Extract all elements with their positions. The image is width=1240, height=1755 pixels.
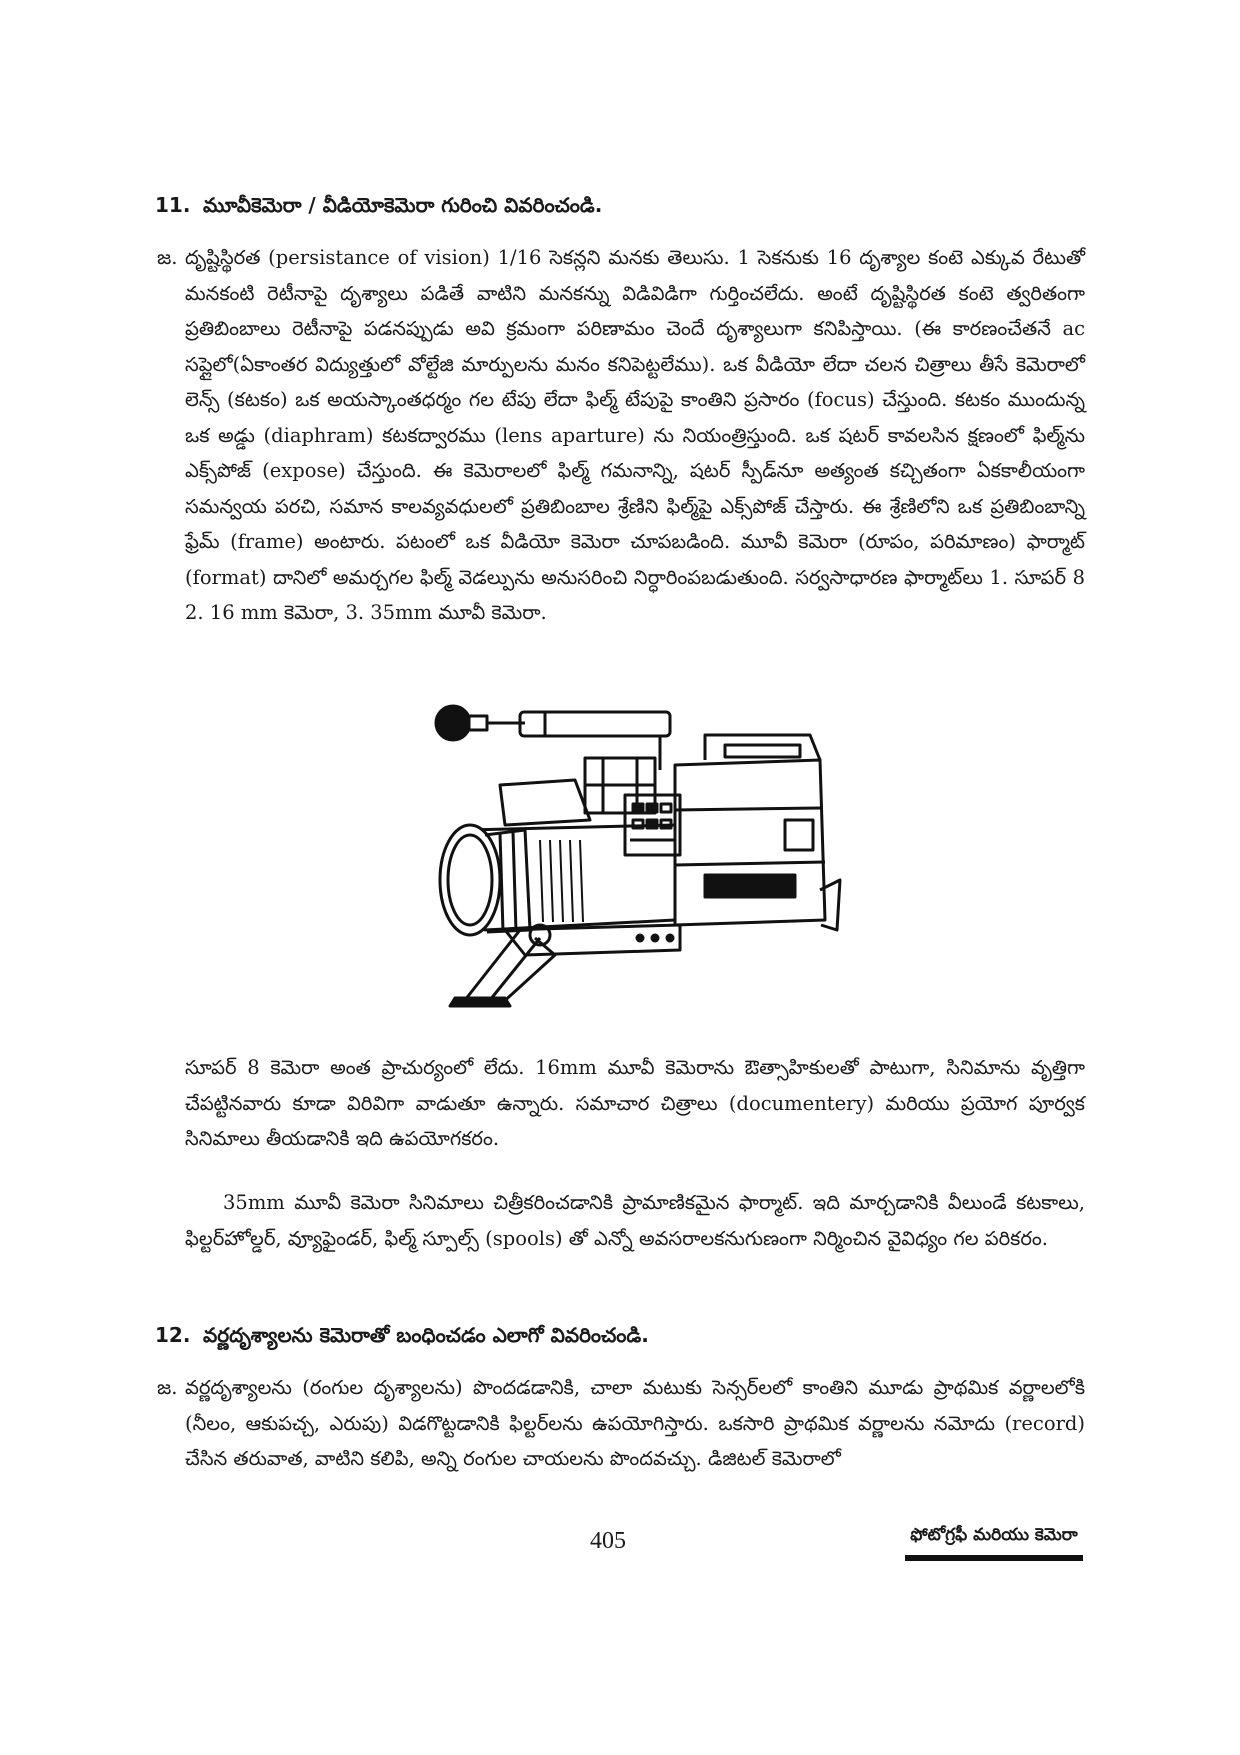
answer-marker: జ. bbox=[157, 1376, 178, 1399]
question-11-heading bbox=[155, 190, 1085, 220]
paragraph-text: సూపర్ 8 కెమెరా అంత ప్రాచుర్యంలో లేదు. 16mm మూవీ కెమెరాను ఔత్సాహికులతో పాటుగా, సినిమాను వృత్తిగా చేపట్టినవారు కూడా విరివిగా వాడుతూ ఉన్నారు. సమాచార చిత్రాలు (documentery) మరియు ప్రయోగ పూర్వక సినిమాలు తీయడానికి ఇది ఉపయోగకరం. bbox=[185, 1056, 1085, 1150]
question-number: 12. bbox=[155, 1323, 191, 1347]
paragraph-text: 35mm మూవీ కెమెరా సినిమాలు చిత్రీకరించడానికి ప్రామాణికమైన ఫార్మాట్. ఇది మార్చడానికి వీలుండే కటకాలు, ఫిల్టర్‌హోల్డర్, వ్యూఫైండర్, ఫిల్మ్ స్పూల్స్ (spools) తో ఎన్నో అవసరాలకనుగుణంగా నిర్మించిన వైవిధ్యం గల పరికరం. bbox=[185, 1191, 1085, 1250]
answer-11-paragraph-2 bbox=[185, 1050, 1085, 1157]
answer-marker: జ. bbox=[157, 246, 178, 269]
running-footer-title: ఫోటోగ్రఫీ మరియు కెమెరా bbox=[905, 1525, 1083, 1561]
answer-11-paragraph-1 bbox=[157, 240, 1085, 631]
question-number: 11. bbox=[155, 193, 191, 217]
video-camera-illustration bbox=[425, 700, 845, 1010]
answer-11-paragraph-3 bbox=[185, 1185, 1085, 1256]
question-title: మూవీకెమెరా / వీడియోకెమెరా గురించి వివరించండి. bbox=[203, 193, 603, 217]
question-12-heading bbox=[155, 1320, 1085, 1350]
answer-text: దృష్టిస్థిరత (persistance of vision) 1/16 సెకన్లని మనకు తెలుసు. 1 సెకనుకు 16 దృశ్యాల కంటె ఎక్కువ రేటుతో మనకంటి రెటీనాపై దృశ్యాలు పడితే వాటిని మనకన్ను విడివిడిగా గుర్తించలేదు. అంటే దృష్టిస్థిరత కంటె త్వరితంగా ప్రతిబింబాలు రెటీనాపై పడనప్పుడు అవి క్రమంగా పరిణామం చెందే దృశ్యాలుగా కనిపిస్తాయి. (ఈ కారణంచేతనే ac సప్లైలో(ఏకాంతర విద్యుత్తులో వోల్టేజి మార్పులను మనం కనిపెట్టలేము). ఒక వీడియో లేదా చలన చిత్రాలు తీసే కెమెరాలో లెన్స్ (కటకం) ఒక అయస్కాంతధర్మం గల టేపు లేదా ఫిల్మ్ టేపుపై కాంతిని ప్రసారం (focus) చేస్తుంది. కటకం ముందున్న ఒక అడ్డు (diaphram) కటకద్వారము (lens aparture) ను నియంత్రిస్తుంది. ఒక షటర్ కావలసిన క్షణంలో ఫిల్మ్‌ను ఎక్స్‌పోజ్ (expose) చేస్తుంది. ఈ కెమెరాలలో ఫిల్మ్ గమనాన్ని, షటర్ స్పీడ్‌నూ అత్యంత కచ్చితంగా ఏకకాలీయంగా సమన్వయ పరచి, సమాన కాలవ్యవధులలో ప్రతిబింబాల శ్రేణిని ఫిల్మ్‌పై ఎక్స్‌పోజ్ చేస్తారు. ఈ శ్రేణిలోని ఒక ప్రతిబింబాన్ని ఫ్రేమ్ (frame) అంటారు. పటంలో ఒక వీడియో కెమెరా చూపబడింది. మూవీ కెమెరా (రూపం, పరిమాణం) ఫార్మాట్ (format) దానిలో అమర్చగల ఫిల్మ్ వెడల్పును అనుసరించి నిర్ధారింపబడుతుంది. సర్వసాధారణ ఫార్మాట్‌లు 1. సూపర్ 8 2. 16 mm కెమెరా, 3. 35mm మూవీ కెమెరా. bbox=[185, 246, 1085, 624]
question-title: వర్ణదృశ్యాలను కెమెరాతో బంధించడం ఎలాగో వివరించండి. bbox=[203, 1323, 649, 1347]
page-number: 405 bbox=[590, 1528, 626, 1554]
answer-text: వర్ణదృశ్యాలను (రంగుల దృశ్యాలను) పొందడడానికి, చాలా మటుకు సెన్సర్‌లలో కాంతిని మూడు ప్రాథమిక వర్ణాలలోకి (నీలం, ఆకుపచ్చ, ఎరుపు) విడగొట్టడానికి ఫిల్టర్‌లను ఉపయోగిస్తారు. ఒకసారి ప్రాథమిక వర్ణాలను నమోదు (record) చేసిన తరువాత, వాటిని కలిపి, అన్ని రంగుల చాయలను పొందవచ్చు. డిజిటల్ కెమెరాలో bbox=[185, 1376, 1085, 1470]
answer-12-paragraph bbox=[157, 1370, 1085, 1477]
